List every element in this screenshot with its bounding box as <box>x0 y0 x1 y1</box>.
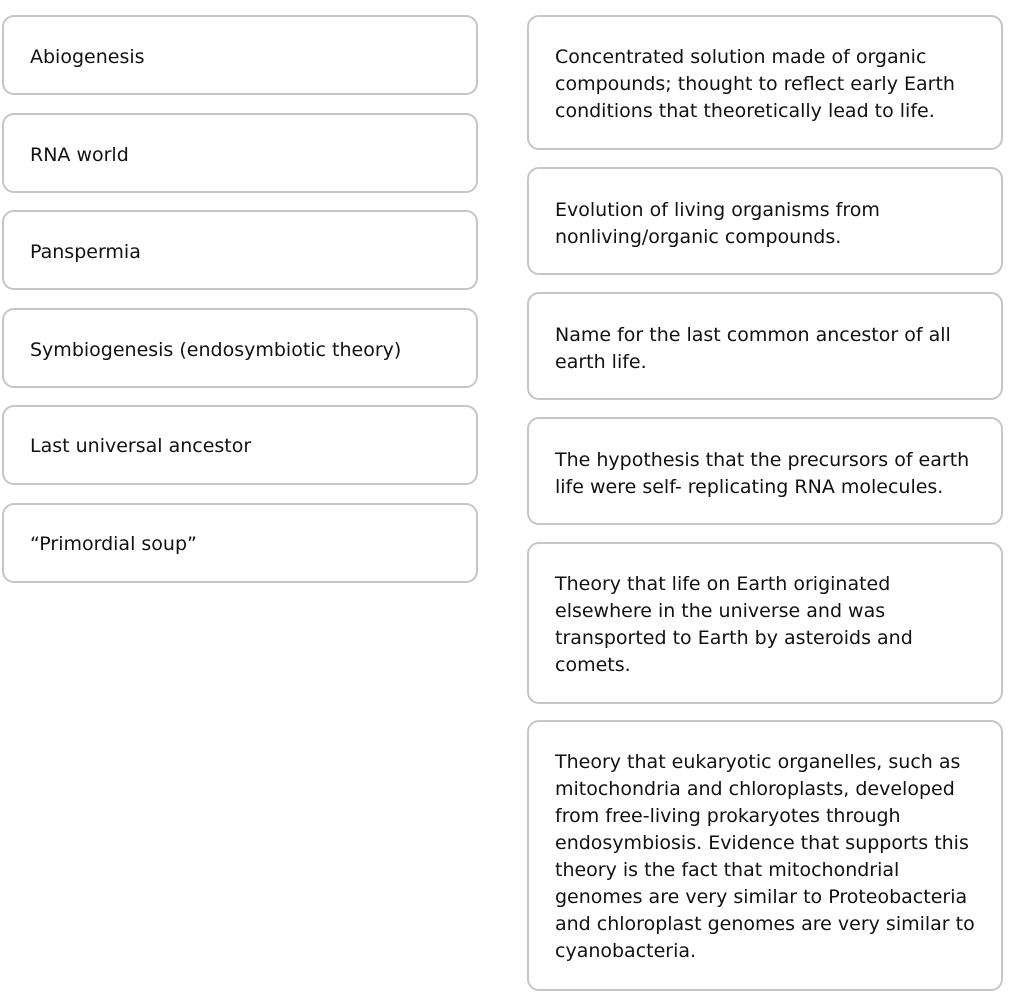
definition-card-last-universal-ancestor[interactable] <box>527 292 1003 400</box>
term-card-symbiogenesis[interactable] <box>2 308 478 388</box>
term-label: RNA world <box>30 144 129 166</box>
definition-text: The hypothesis that the precursors of earth life were self- replicating RNA molecules. <box>555 449 970 498</box>
term-card-panspermia[interactable] <box>2 210 478 290</box>
definition-card-abiogenesis[interactable] <box>527 167 1003 275</box>
term-card-rna-world[interactable] <box>2 113 478 193</box>
term-label: “Primordial soup” <box>30 533 197 555</box>
definition-text: Name for the last common ancestor of all earth life. <box>555 324 951 373</box>
term-label: Abiogenesis <box>30 46 145 68</box>
definition-card-rna-world[interactable] <box>527 417 1003 525</box>
term-label: Panspermia <box>30 241 141 263</box>
definition-text: Theory that life on Earth originated elsewhere in the universe and was transported to Earth by asteroids and comets. <box>555 573 913 676</box>
term-card-last-universal-ancestor[interactable] <box>2 405 478 485</box>
definition-card-symbiogenesis[interactable] <box>527 720 1003 991</box>
definition-card-primordial-soup[interactable] <box>527 15 1003 150</box>
definition-text: Concentrated solution made of organic compounds; thought to reflect early Earth conditions that theoretically lead to life. <box>555 46 955 122</box>
definition-text: Theory that eukaryotic organelles, such as mitochondria and chloroplasts, developed from free-living prokaryotes through endosymbiosis. Evidence that supports this theory is the fact that mitochondrial genomes are very similar to Proteobacteria and chloroplast genomes are very similar to cyanobacteria. <box>555 751 975 962</box>
definition-text: Evolution of living organisms from nonliving/organic compounds. <box>555 199 880 248</box>
term-label: Last universal ancestor <box>30 435 252 457</box>
term-label: Symbiogenesis (endosymbiotic theory) <box>30 339 402 361</box>
term-card-primordial-soup[interactable] <box>2 503 478 583</box>
term-card-abiogenesis[interactable] <box>2 15 478 95</box>
definition-card-panspermia[interactable] <box>527 542 1003 704</box>
